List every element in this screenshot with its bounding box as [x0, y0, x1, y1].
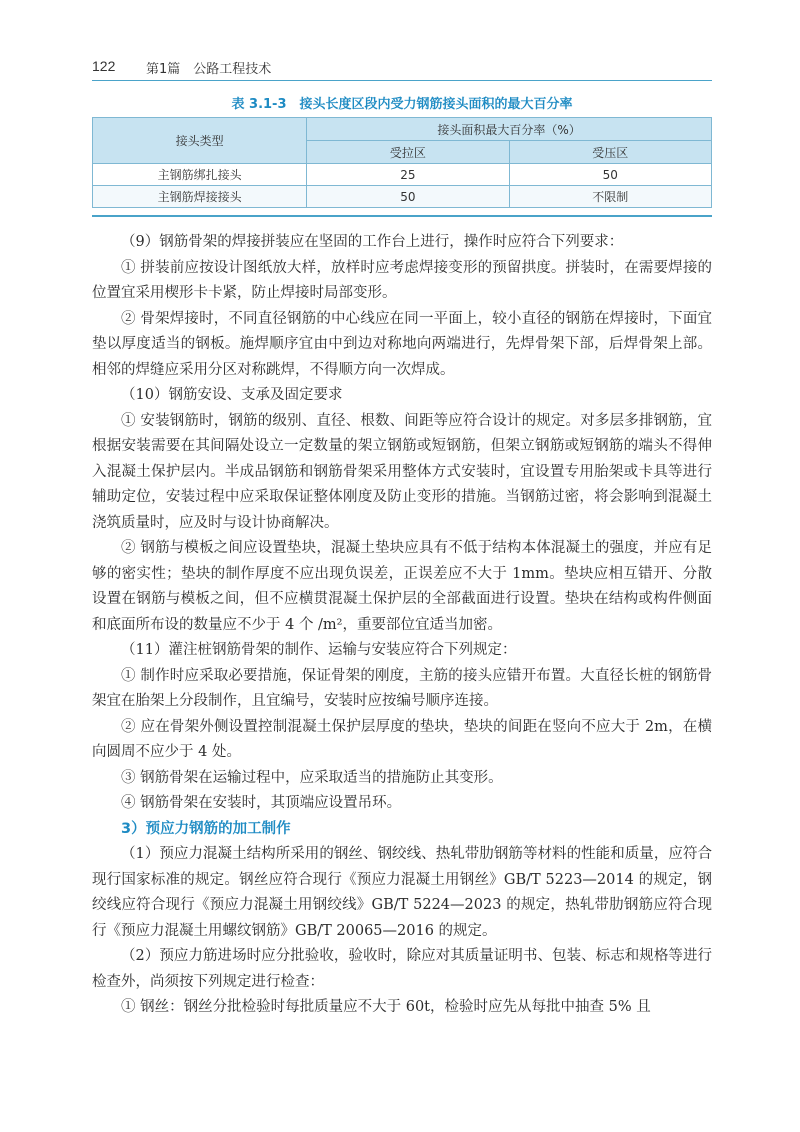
cell-compression: 50: [509, 164, 711, 186]
table-caption: 表 3.1-3 接头长度区段内受力钢筋接头面积的最大百分率: [231, 97, 573, 112]
paragraph-11-item-2: ② 应在骨架外侧设置控制混凝土保护层厚度的垫块，垫块的间距在竖向不应大于 2m，在横向圆周不应少于 4 处。: [92, 718, 712, 760]
header-rule: [92, 80, 712, 81]
paragraph-11-item-3: ③ 钢筋骨架在运输过程中，应采取适当的措施防止其变形。: [121, 769, 503, 786]
page-number: 122: [92, 58, 116, 74]
paragraph-10-item-2: ② 钢筋与模板之间应设置垫块，混凝土垫块应具有不低于结构本体混凝土的强度，并应有足够的密实性；垫块的制作厚度不应出现负误差，正误差应不大于 1mm。垫块应相互错开、分散设置在钢筋与模板之间，但不应横贯混凝土保护层的全部截面进行设置。垫块在结构或构件侧面和底面所布设的数量应不少于 4 个 /m²，重要部位宜适当加密。: [92, 540, 712, 633]
paragraph-10-installation: （10）钢筋安设、支承及固定要求: [121, 387, 343, 403]
joint-percentage-table: [92, 117, 712, 208]
header-compression-zone: 受压区: [509, 141, 711, 164]
paragraph-11-item-4: ④ 钢筋骨架在安装时，其顶端应设置吊环。: [121, 795, 402, 811]
paragraph-10-item-1: ① 安装钢筋时，钢筋的级别、直径、根数、间距等应符合设计的规定。对多层多排钢筋，宜根据安装需要在其间隔处设立一定数量的架立钢筋或短钢筋，但架立钢筋或短钢筋的端头不得伸入混凝土保护层内。半成品钢筋和钢筋骨架采用整体方式安装时，宜设置专用胎架或卡具等进行辅助定位，安装过程中应采取保证整体刚度及防止变形的措施。当钢筋过密，将会影响到混凝土浇筑质量时，应及时与设计协商解决。: [92, 412, 712, 531]
paragraph-11-item-1: ① 制作时应采取必要措施，保证骨架的刚度，主筋的接头应错开布置。大直径长桩的钢筋骨架宜在胎架上分段制作，且宜编号，安装时应按编号顺序连接。: [92, 667, 712, 709]
paragraph-9-item-1: ① 拼装前应按设计图纸放大样，放样时应考虑焊接变形的预留拱度。拼装时，在需要焊接的位置宜采用楔形卡卡紧，防止焊接时局部变形。: [92, 259, 712, 301]
header-max-percentage: 接头面积最大百分率（%）: [307, 118, 712, 141]
table-bottom-rule: [92, 215, 712, 217]
table-row: [93, 186, 712, 208]
running-header-title: 第1篇 公路工程技术: [146, 62, 272, 77]
paragraph-9-item-2: ② 骨架焊接时，不同直径钢筋的中心线应在同一平面上，较小直径的钢筋在焊接时，下面宜垫以厚度适当的钢板。施焊顺序宜由中到边对称地向两端进行，先焊骨架下部，后焊骨架上部。相邻的焊缝应采用分区对称跳焊，不得顺方向一次焊成。: [92, 310, 712, 378]
table-row: [93, 164, 712, 186]
section-heading-prestressed: 3）预应力钢筋的加工制作: [121, 820, 291, 837]
header-tension-zone: 受拉区: [307, 141, 509, 164]
paragraph-9-welding: （9）钢筋骨架的焊接拼装应在坚固的工作台上进行，操作时应符合下列要求：: [121, 234, 624, 250]
paragraph-prestressed-1: （1）预应力混凝土结构所采用的钢丝、钢绞线、热轧带肋钢筋等材料的性能和质量，应符合现行国家标准的规定。钢丝应符合现行《预应力混凝土用钢丝》GB/T 5223—2014 的规定，钢绞线应符合现行《预应力混凝土用钢绞线》GB/T 5224—2023 的规定，热轧带肋钢筋应符合现行《预应力混凝土用螺纹钢筋》GB/T 20065—2016 的规定。: [92, 846, 712, 939]
cell-compression: 不限制: [509, 186, 711, 208]
paragraph-11-pile-cage: （11）灌注桩钢筋骨架的制作、运输与安装应符合下列规定：: [121, 642, 517, 658]
body-text: [92, 230, 712, 1021]
cell-tension: 25: [307, 164, 509, 186]
header-joint-type: 接头类型: [93, 118, 307, 164]
cell-tension: 50: [307, 186, 509, 208]
paragraph-prestressed-2: （2）预应力筋进场时应分批验收，验收时，除应对其质量证明书、包装、标志和规格等进行检查外，尚须按下列规定进行检查：: [92, 948, 712, 990]
paragraph-prestressed-2-item-1: ① 钢丝：钢丝分批检验时每批质量应不大于 60t，检验时应先从每批中抽查 5% 且: [121, 999, 651, 1015]
cell-joint-type: 主钢筋绑扎接头: [93, 164, 307, 186]
cell-joint-type: 主钢筋焊接接头: [93, 186, 307, 208]
